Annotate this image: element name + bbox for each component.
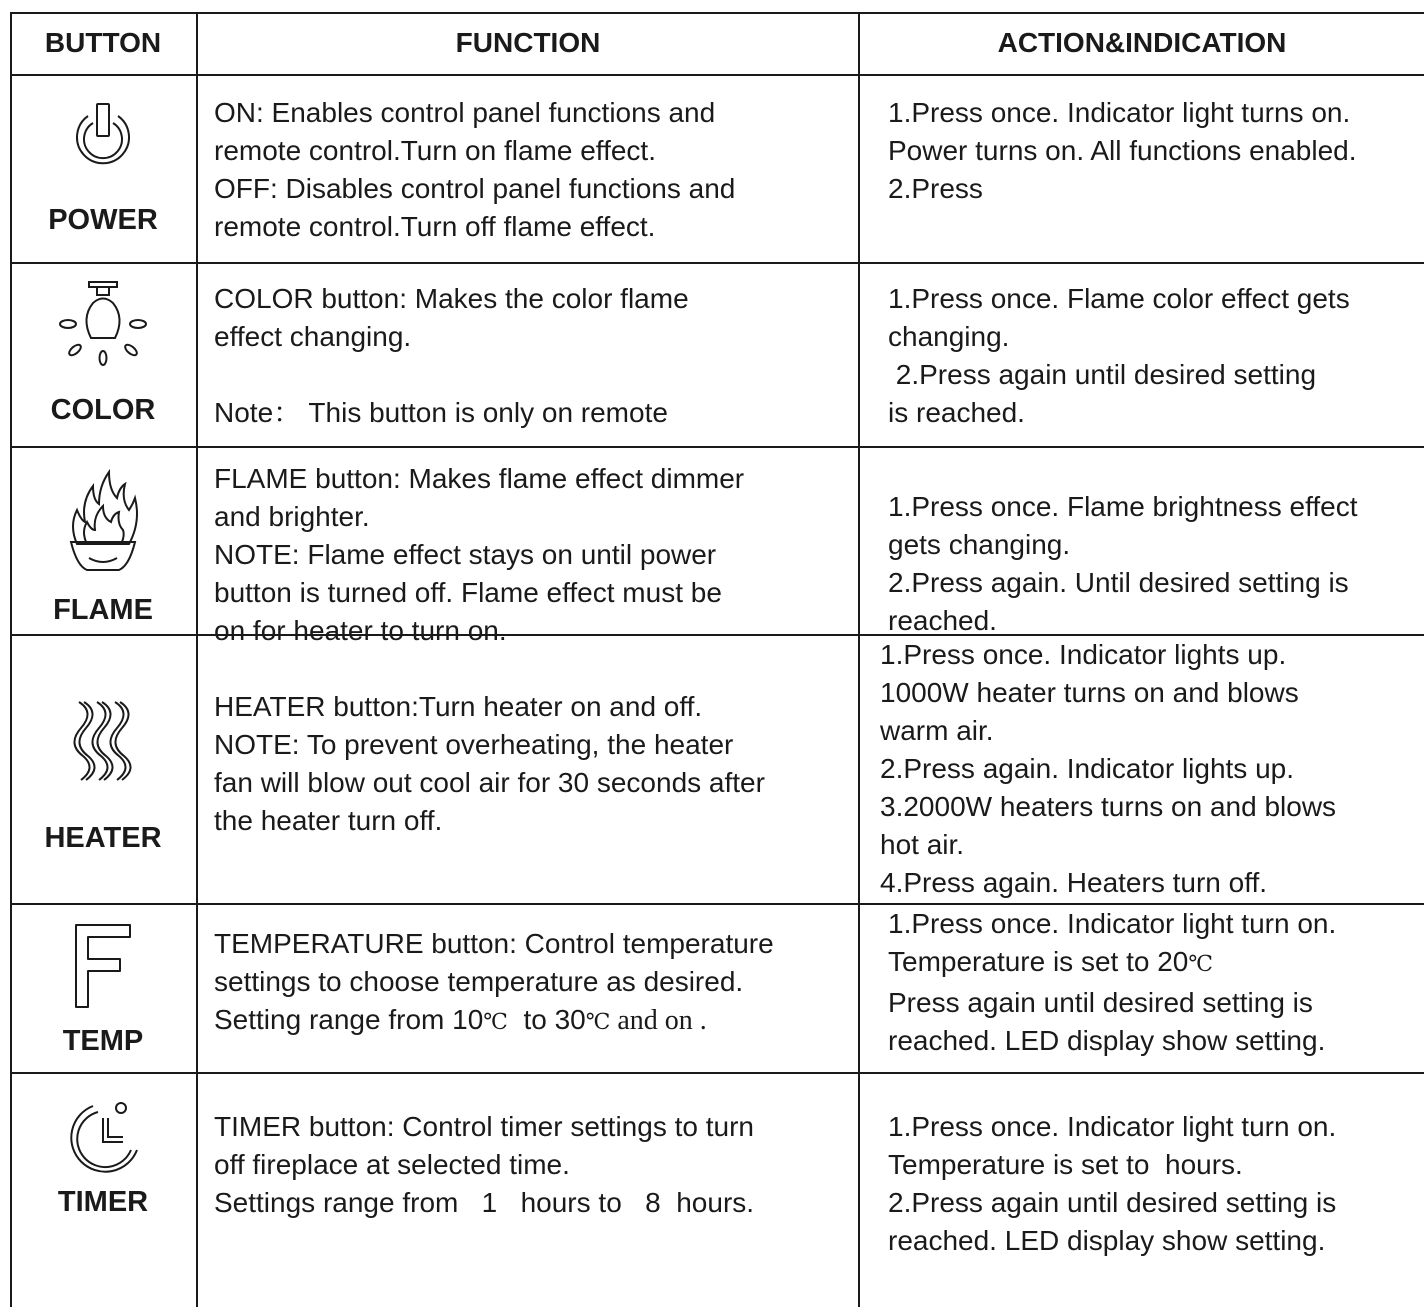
button-cell [10, 264, 196, 446]
action-text: Press again until desired setting is [888, 987, 1313, 1018]
celsius-unit: ℃ [1188, 952, 1213, 977]
action-text: reached. [888, 605, 997, 636]
action-text: Power turns on. All functions enabled. [888, 135, 1357, 166]
function-text: the heater turn off. [214, 805, 443, 836]
button-label: FLAME [53, 594, 153, 626]
fahrenheit-icon [68, 921, 138, 1011]
action-cell [888, 76, 1426, 262]
heat-waves-icon [67, 698, 139, 784]
power-icon [68, 100, 138, 176]
function-cell [214, 636, 854, 903]
function-text: OFF: Disables control panel functions and [214, 173, 736, 204]
header-button: BUTTON [44, 27, 162, 58]
bulb-icon [53, 280, 153, 376]
action-text: 2.Press [888, 173, 983, 204]
function-text: TEMPERATURE button: Control temperature [214, 928, 774, 959]
header-function: FUNCTION [455, 27, 601, 58]
function-text: HEATER button:Turn heater on and off. [214, 691, 703, 722]
table-row-flame [10, 448, 1424, 646]
function-text: COLOR button: Makes the color flame [214, 283, 689, 314]
action-text: 4.Press again. Heaters turn off. [880, 867, 1268, 898]
function-cell [214, 264, 854, 446]
function-text: settings to choose temperature as desired. [214, 966, 744, 997]
button-cell [10, 636, 196, 903]
function-text: remote control.Turn on flame effect. [214, 135, 656, 166]
button-cell [10, 1074, 196, 1307]
action-text: 1.Press once. Indicator light turn on. [888, 1111, 1337, 1142]
function-text: FLAME button: Makes flame effect dimmer [214, 463, 745, 494]
action-text: 2.Press again. Indicator lights up. [880, 753, 1295, 784]
celsius-unit: ℃ [585, 1010, 611, 1035]
celsius-unit: ℃ [483, 1010, 508, 1035]
action-cell [888, 264, 1426, 446]
action-text: 2.Press again until desired setting [888, 359, 1317, 390]
header-action: ACTION&INDICATION [997, 27, 1287, 58]
function-text: Settings range from 1 hours to 8 hours. [214, 1187, 755, 1218]
range-text: and on . [610, 1005, 707, 1036]
function-text: remote control.Turn off flame effect. [214, 211, 656, 242]
action-text: hot air. [880, 829, 965, 860]
action-cell [888, 448, 1426, 634]
function-text: TIMER button: Control timer settings to turn [214, 1111, 754, 1142]
button-label: TEMP [62, 1025, 144, 1057]
action-text: warm air. [880, 715, 994, 746]
function-text: ON: Enables control panel functions and [214, 97, 716, 128]
function-cell [214, 1074, 854, 1307]
action-text: 1.Press once. Indicator lights up. [880, 639, 1287, 670]
timer-icon [65, 1098, 141, 1180]
function-cell [214, 905, 854, 1072]
table-row-heater [10, 636, 1424, 903]
range-text: Setting range from 10 [214, 1004, 484, 1035]
function-text: on for heater to turn on. [214, 615, 507, 646]
function-text: NOTE: To prevent overheating, the heater [214, 729, 734, 760]
spacer [214, 356, 854, 394]
button-cell [10, 905, 196, 1072]
function-text [214, 1001, 854, 1042]
button-label: TIMER [57, 1186, 149, 1218]
function-text: NOTE: Flame effect stays on until power [214, 539, 717, 570]
action-text: 1.Press once. Indicator light turn on. [888, 908, 1337, 939]
button-cell [10, 76, 196, 262]
table-row-color [10, 264, 1424, 446]
table-row-temp [10, 905, 1424, 1072]
action-cell [888, 905, 1426, 1072]
action-text: 3.2000W heaters turns on and blows [880, 791, 1337, 822]
action-text: 2.Press again until desired setting is [888, 1187, 1337, 1218]
action-cell [888, 1074, 1426, 1307]
button-cell [10, 448, 196, 634]
action-cell [880, 636, 1426, 903]
function-text: Note： This button is only on remote [214, 397, 668, 428]
button-label: COLOR [50, 394, 156, 426]
function-text: fan will blow out cool air for 30 seconds after [214, 767, 765, 798]
action-text: gets changing. [888, 529, 1071, 560]
action-text: changing. [888, 321, 1010, 352]
action-text: 2.Press again. Until desired setting is [888, 567, 1349, 598]
function-text: and brighter. [214, 501, 370, 532]
function-cell [214, 448, 854, 646]
function-text: button is turned off. Flame effect must be [214, 577, 722, 608]
action-text: Temperature is set to hours. [888, 1149, 1243, 1180]
action-text: 1.Press once. Flame color effect gets [888, 283, 1350, 314]
button-label: POWER [48, 204, 158, 236]
action-text [888, 943, 1426, 984]
action-text: is reached. [888, 397, 1025, 428]
action-text: reached. LED display show setting. [888, 1025, 1326, 1056]
flame-icon [63, 466, 143, 578]
table-row-power [10, 76, 1424, 262]
function-text: off fireplace at selected time. [214, 1149, 570, 1180]
action-text: 1.Press once. Flame brightness effect [888, 491, 1358, 522]
button-label: HEATER [44, 822, 162, 854]
range-text: to 30 [507, 1004, 586, 1035]
function-cell [214, 76, 854, 262]
button-function-table [10, 12, 1424, 1307]
table-row-timer [10, 1074, 1424, 1307]
action-text: 1.Press once. Indicator light turns on. [888, 97, 1351, 128]
action-text: reached. LED display show setting. [888, 1225, 1326, 1256]
temp-text: Temperature is set to 20 [888, 946, 1189, 977]
action-text: 1000W heater turns on and blows [880, 677, 1299, 708]
function-text: effect changing. [214, 321, 412, 352]
